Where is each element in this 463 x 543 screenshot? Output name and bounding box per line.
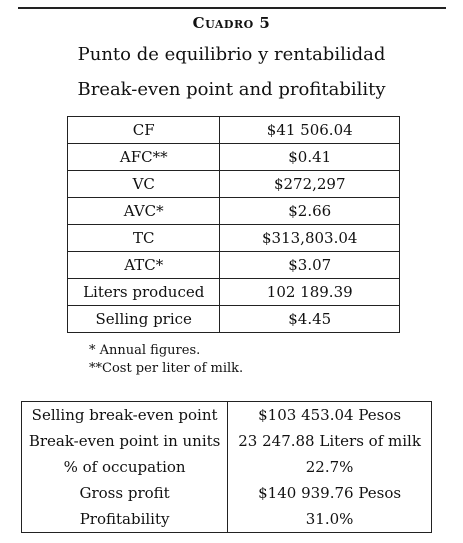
row-value: $41 506.04 xyxy=(220,117,400,144)
row-label: Gross profit xyxy=(22,480,228,506)
table-row xyxy=(22,454,432,480)
table-row xyxy=(68,252,400,279)
table-row xyxy=(68,117,400,144)
row-value: 22.7% xyxy=(228,454,432,480)
table-row xyxy=(22,428,432,454)
row-value: 31.0% xyxy=(228,506,432,533)
table-row xyxy=(22,506,432,533)
table-row xyxy=(22,402,432,429)
row-value: $140 939.76 Pesos xyxy=(228,480,432,506)
row-label: VC xyxy=(68,171,220,198)
row-value: $3.07 xyxy=(220,252,400,279)
row-label: CF xyxy=(68,117,220,144)
row-label: ATC* xyxy=(68,252,220,279)
table-row xyxy=(68,171,400,198)
table-row xyxy=(22,480,432,506)
row-value: $0.41 xyxy=(220,144,400,171)
row-label: Liters produced xyxy=(68,279,220,306)
footnotes xyxy=(89,342,243,378)
row-value: $4.45 xyxy=(220,306,400,333)
row-label: AFC** xyxy=(68,144,220,171)
row-label: % of occupation xyxy=(22,454,228,480)
row-label: AVC* xyxy=(68,198,220,225)
title-english: Break-even point and profitability xyxy=(77,79,386,100)
results-table xyxy=(21,401,432,533)
title-spanish: Punto de equilibrio y rentabilidad xyxy=(77,44,386,65)
footnote-annual: * Annual figures. xyxy=(89,343,201,358)
row-value: $272,297 xyxy=(220,171,400,198)
row-label: TC xyxy=(68,225,220,252)
row-value: 102 189.39 xyxy=(220,279,400,306)
row-value: $313,803.04 xyxy=(220,225,400,252)
row-value: $2.66 xyxy=(220,198,400,225)
row-value: $103 453.04 Pesos xyxy=(228,402,432,429)
footnote-per-liter: **Cost per liter of milk. xyxy=(89,361,244,376)
table-number: Cuadro 5 xyxy=(192,14,271,32)
row-label: Break-even point in units xyxy=(22,428,228,454)
table-row xyxy=(68,306,400,333)
table-row xyxy=(68,279,400,306)
table-row xyxy=(68,198,400,225)
table-row xyxy=(68,144,400,171)
row-label: Profitability xyxy=(22,506,228,533)
costs-table xyxy=(67,116,400,333)
top-rule xyxy=(18,7,446,9)
row-value: 23 247.88 Liters of milk xyxy=(228,428,432,454)
row-label: Selling price xyxy=(68,306,220,333)
table-row xyxy=(68,225,400,252)
row-label: Selling break-even point xyxy=(22,402,228,429)
